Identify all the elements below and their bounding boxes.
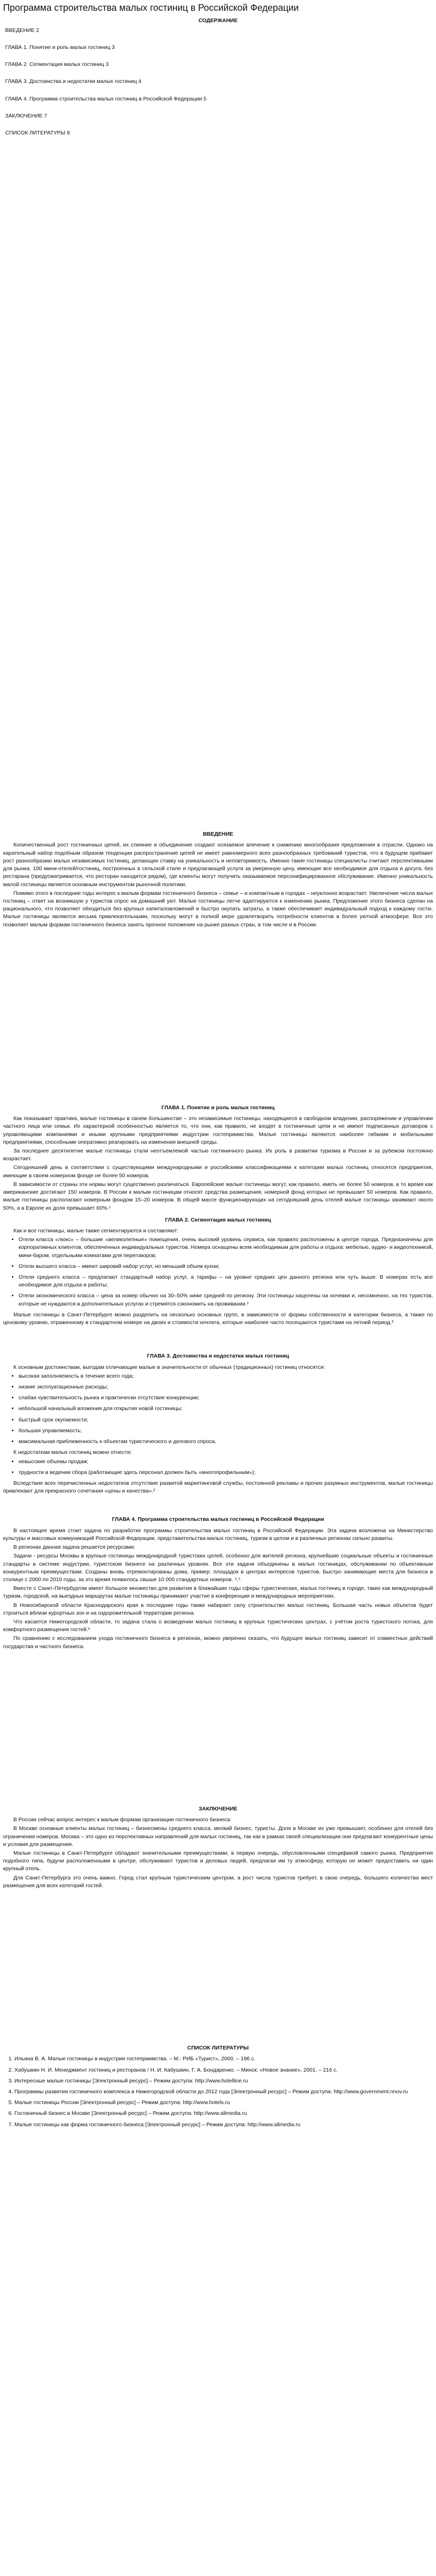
- paragraph: Вследствие всех перечисленных недостатков отсутствие развитой маркетинговой службы, постоянной рекламы и прочих разумных инструментов, малые гостиницы привлекают для прекрасного сочетания «цены и качества».²: [3, 1480, 433, 1495]
- paragraph: По сравнению с исследованием ухода гостиничного бизнеса в регионах, можно уверенно сказать, что будущее малых гостиниц зависит от совместных действий государства и частного бизнеса.: [3, 1635, 433, 1650]
- reference-item: 3. Интересные малые гостиницы [Электронный ресурс] – Режим доступа: http://www.hotelline.ru: [14, 2077, 433, 2085]
- section-gap: [3, 1328, 433, 1348]
- conclusion-heading: ЗАКЛЮЧЕНИЕ: [198, 1805, 238, 1812]
- paragraph: В России сейчас вопрос интерес к малым формам организации гостиничного бизнеса.: [13, 1817, 232, 1823]
- toc-link-references[interactable]: СПИСОК ЛИТЕРАТУРЫ 8: [5, 130, 70, 137]
- list-item: • максимальная приближенность к объектам туристического и делового спроса.: [19, 1438, 433, 1446]
- paragraph: За последнее десятилетие малые гостиницы стали неотъемлемой частью гостиничного рынка. Их роль в развитии туризма в России и за рубежом постоянно возрастает.: [3, 1147, 433, 1162]
- list-item: • высокая заполняемость в течение всего года;: [19, 1372, 433, 1380]
- reference-item: 7. Малые гостиницы как форма гостиничного бизнеса [Электронный ресурс] – Режим доступа: http://www.allmedia.ru: [14, 2121, 433, 2129]
- paragraph: Для Санкт-Петербурга это очень важно. Город стал крупным туристическим центром, а рост числа туристов требует, в свою очередь, большего количества мест размещения для всех категорий гостей.: [3, 1874, 433, 1889]
- paragraph: В Новосибирской области Краснодарского края в последние годы также набирает силу строительство малых гостиниц. Большая часть новых объектов будет строиться вблизи курортных зон и на оздоровительной территории региона.: [3, 1602, 433, 1616]
- paragraph: В настоящее время стоит задача по разработке программы строительства малых гостиниц в Российской Федерации. Эта задача возложена на Министерство культуры и массовых коммуникаций Российской Федерации, представительства малых гостиниц, туризм в целом и в различных регионах сильно развиты.: [3, 1527, 433, 1541]
- chapter2-heading: ГЛАВА 2. Сегментация малых гостиниц: [165, 1216, 271, 1223]
- list-item: • небольшой начальный вложения для открытия новой гостиницы;: [19, 1405, 433, 1413]
- chapter1-heading: ГЛАВА 1. Понятие и роль малых гостиниц: [161, 1104, 275, 1111]
- page-break-space: [3, 146, 433, 826]
- list-item: • большая управляемость;: [19, 1427, 433, 1435]
- paragraph: Как показывает практика, малые гостиницы в своем большинстве – это независимые гостиницы, находящиеся в свободном владении, распоряжении и управлении частного лица или семьи. Их характерной особенностью является то, что они, как правило, не входят в гостиничные цепи и не имеют подписанных договоров с управляющими компаниями и иными крупными предприятиями индустрии гостеприимства. Малые гостиницы являются наиболее гибкими и мобильными предприятиями, способными оперативно реагировать на изменения внешней среды.: [3, 1115, 433, 1145]
- toc-item[interactable]: [5, 27, 433, 35]
- chapter4-heading: ГЛАВА 4. Программа строительства малых гостиниц в Российской Федерации: [112, 1516, 324, 1523]
- segment-list: [3, 1236, 433, 1308]
- page-break-space: [3, 930, 433, 1100]
- toc-link-ch4[interactable]: ГЛАВА 4. Программа строительства малых гостиниц в Российской Федерации 5: [5, 95, 207, 102]
- toc-item[interactable]: [5, 44, 433, 52]
- intro-heading: ВВЕДЕНИЕ: [203, 831, 233, 838]
- page-break-space: [3, 1891, 433, 2040]
- paragraph: Малые гостиницы в Санкт-Петербурге обладают значительными преимуществами, в первую очередь, обусловленными спецификой самого рынка. Предприятия подобного типа, будучи расположенными в центре, обслуживают туристов и деловых людей, предлагая им ту атмосферу, которую не может предоставить ни один крупный отель.: [3, 1850, 433, 1872]
- toc-item[interactable]: [5, 112, 433, 120]
- table-of-contents: [3, 27, 433, 138]
- list-item: • слабая чувствительность рынка и практически отсутствие конкуренции;: [19, 1394, 433, 1402]
- toc-link-ch3[interactable]: ГЛАВА 3. Достоинства и недостатки малых гостиниц 4: [5, 78, 142, 85]
- advantages-list: [3, 1372, 433, 1446]
- paragraph: К основным достоинствам, выгодам отличающие малые в значительности от обычных (традиционных) гостиниц относятся:: [13, 1364, 325, 1370]
- toc-heading: СОДЕРЖАНИЕ: [198, 17, 238, 24]
- list-item: • невысокие объемы продаж;: [19, 1458, 433, 1466]
- list-item: • Отели экономического класса – цена за номер обычно на 30–50% ниже средней по региону. Эти гостиницы нацелены на ночевки и, несомненно, на тех туристов, которые не нуждаются в дополнительных услугах и стремятся сэкономить на проживании.¹: [19, 1292, 433, 1308]
- toc-link-ch1[interactable]: ГЛАВА 1. Понятие и роль малых гостиниц 3: [5, 44, 115, 50]
- paragraph: В регионах данная задача решается ресурсами:: [13, 1544, 135, 1551]
- toc-item[interactable]: [5, 129, 433, 137]
- paragraph: Помимо этого в последние годы интерес к малым формам гостиничного бизнеса – семье – и компактным в городах – неуклонно возрастает. Увеличение числа малых гостиниц – ответ на возникшую у туристов спрос на домашний уют. Малые гостиницы легче адаптируются к изменению рынка. Предложение этого бизнеса сделан на рационального, что позволяет обходиться без крупных капиталовложений и быстро окупать затраты, а также обеспечивает индивидуальный подход к каждому гостю. Малые гостиницы являются весьма привлекательными, поскольку могут в полной мере удовлетворить потребности клиентов в более уютной атмосфере. Все это позволяет малым формам гостиничного бизнеса занять прочное положение на рынке разных стран, в том числе и в России.: [3, 890, 433, 928]
- paragraph: Что касается Нижегородской области, то задача стала о возведении малых гостиниц в крупных туристических центрах, с учётом роста туристского потока, для комфортного размещения гостей.⁶: [3, 1619, 433, 1633]
- paragraph: В Москве основные клиенты малых гостиниц – бизнесмены среднего класса, мелкий бизнес, туристы. Доля в Москве их уже превышает, особенно для отелей без ограничения номеров. Москва – это одно из перспективных направлений для малых гостиниц, так как в рамках своей специализации они предлагают конкурентные цены и условия для размещения.: [3, 1825, 433, 1848]
- paragraph: Как и все гостиницы, малые также сегментируются и составляют:: [13, 1227, 179, 1234]
- reference-item: 4. Программы развития гостиничного комплекса в Нижегородской области до 2012 года [Электронный ресурс] – Режим доступа: http://www.government.nnov.ru: [14, 2088, 433, 2096]
- list-item: • низкие эксплуатационные расходы;: [19, 1383, 433, 1391]
- paragraph: Задачи - ресурсы Москвы в крупные гостиницы международной туристских целей, особенно для жителей региона, крупнейшие социальные объекты и гостиничные стандарты в системе индустрии, туристском бизнесе на различных уровнях. Все эти задачи объединены в малых гостиницах, обслуживании по объективным конкурентным преимуществам. Созданы вновь отремонтированы дома, пример: площадок в центрах интересов туристов. Быстро занимающие места для бизнеса в столице с 2000 по 2010 годы, за это время появилось свыше 10 000 стандартных номеров. ⁴,⁵: [3, 1553, 433, 1583]
- document-title: Программа строительства малых гостиниц в Российской Федерации: [3, 3, 299, 13]
- paragraph: Количественный рост гостиничных цепей, их слияние и объединение создают осязаемое влечение к снижению многообразия предложения в отрасли. Однако на карательный набор подобным образом тенденции распространение цепей не имеет равномерного всех разнообразных требований туристов, что в будущем прибавит рост разнообразию малых независимых гостиниц, делающих ставку на уникальность и неповторимость. Именно такие гостиницы специалисты считают перспективными для рынка. 100 мини-отелей/гостиниц, построенных в сельской стиле и предлагающей услуги за умеренную цену, имеющие все необходимое для отдыха и досуга, без рестарана (предусматривается, что ресторан находится рядом), где клиенты могут получить оказываемое персонифицированное обслуживание. Именно уникальность малой гостиницы является основным инструментом рыночной политики.: [3, 842, 433, 888]
- toc-item[interactable]: [5, 95, 433, 103]
- chapter3-heading: ГЛАВА 3. Достоинства и недостатки малых гостиниц: [147, 1353, 289, 1360]
- list-item: • быстрый срок окупаемости;: [19, 1416, 433, 1424]
- page-break-space: [3, 1652, 433, 1801]
- paragraph: К недостаткам малых гостиниц можно отнести:: [13, 1449, 132, 1456]
- paragraph: Сегодняшний день в соответствии с существующими международными и российскими классификациями к категории малых гостиниц относятся предприятия, имеющие в своем номерном фонде не более 50 номеров.: [3, 1164, 433, 1179]
- toc-link-intro[interactable]: ВВЕДЕНИЕ 2: [5, 27, 40, 33]
- references-list: [3, 2055, 433, 2129]
- toc-link-ch2[interactable]: ГЛАВА 2. Сегментация малых гостиниц 3: [5, 61, 109, 68]
- list-item: • Отели класса «люкс» – большие «великолепные» помещения, очень высокий уровень сервиса, как правило расположены в центре города. Предназначены для корпоративных клиентов, обеспеченных индивидуальных туристов. Номера оснащены всем необходимым для работы и отдыха: мебелью, аудио- и видеотехникой, мини-баром, отдельными комнатами для переговоров;: [19, 1236, 433, 1260]
- toc-link-conclusion[interactable]: ЗАКЛЮЧЕНИЕ 7: [5, 112, 47, 119]
- paragraph: Малые гостиницы в Санкт-Петербурге можно разделить на несколько основных групп, в зависимости от формы собственности и категории бизнеса, а также по ценовому уровню, отраженному в стандартном номере на двоих и стоимости ночлега, которые наиболее часто посещаются туристами на летний период.³: [3, 1311, 433, 1326]
- reference-item: 2. Хабушкин Н. И. Менеджмент гостиниц и ресторанов / Н. И. Кабушкин, Г. А. Бондаренко. – Минск: «Новое знание», 2001. – 216 с.: [14, 2066, 433, 2074]
- reference-item: 5. Малые гостиницы России [Электронный ресурс] – Режим доступа: http://www.hotels.ru: [14, 2099, 433, 2107]
- section-gap: [3, 1496, 433, 1512]
- paragraph: Вместе с Санкт-Петербургом имеет большое множество для развития в ближайшие годы сферы туристических, малых гостиниц в городе, таких как международный туризм, городской, на выездных маршрутах малые гостиницы принимают участие в конференции и международных мероприятиях.: [3, 1585, 433, 1600]
- paragraph: В зависимости от страны эти нормы могут существенно различаться. Европейские малые гостиницы могут, как правило, иметь не более 50 номеров, в то время как американские достигают 150 номеров. В России к малым гостиницам относят средства размещения, номерной фонд которых не превышает 50 номеров. Как правило, малые гостиницы располагают номерным фондом 15–20 номеров. В общей массе функционирующих на сегодняшний день отелей малые гостиницы занимают около 50%, а в Европе их доля превышает 60%.¹: [3, 1181, 433, 1211]
- list-item: • трудности в ведении сбора (работающие здесь персонал должен быть «многопрофильным»);: [19, 1469, 433, 1477]
- references-heading: СПИСОК ЛИТЕРАТУРЫ: [187, 2045, 249, 2052]
- list-item: • Отели высшего класса – имеют широкий набор услуг, но меньший объем кухни;: [19, 1263, 433, 1270]
- toc-item[interactable]: [5, 78, 433, 86]
- reference-item: 1. Ильина В. А. Малые гостиницы в индустрии гостеприимства. – М.: РИБ «Турист», 2000. – 196 с.: [14, 2055, 433, 2063]
- disadvantages-list: [3, 1458, 433, 1477]
- list-item: • Отели среднего класса – предлагают стандартный набор услуг, а тарифы – на уровне средних цен данного региона или чуть выше. В номерах есть все необходимое для отдыха и работы;: [19, 1274, 433, 1289]
- reference-item: 6. Гостиничный бизнес в Москве [Электронный ресурс] – Режим доступа: http://www.allmedia.ru: [14, 2110, 433, 2117]
- toc-item[interactable]: [5, 61, 433, 69]
